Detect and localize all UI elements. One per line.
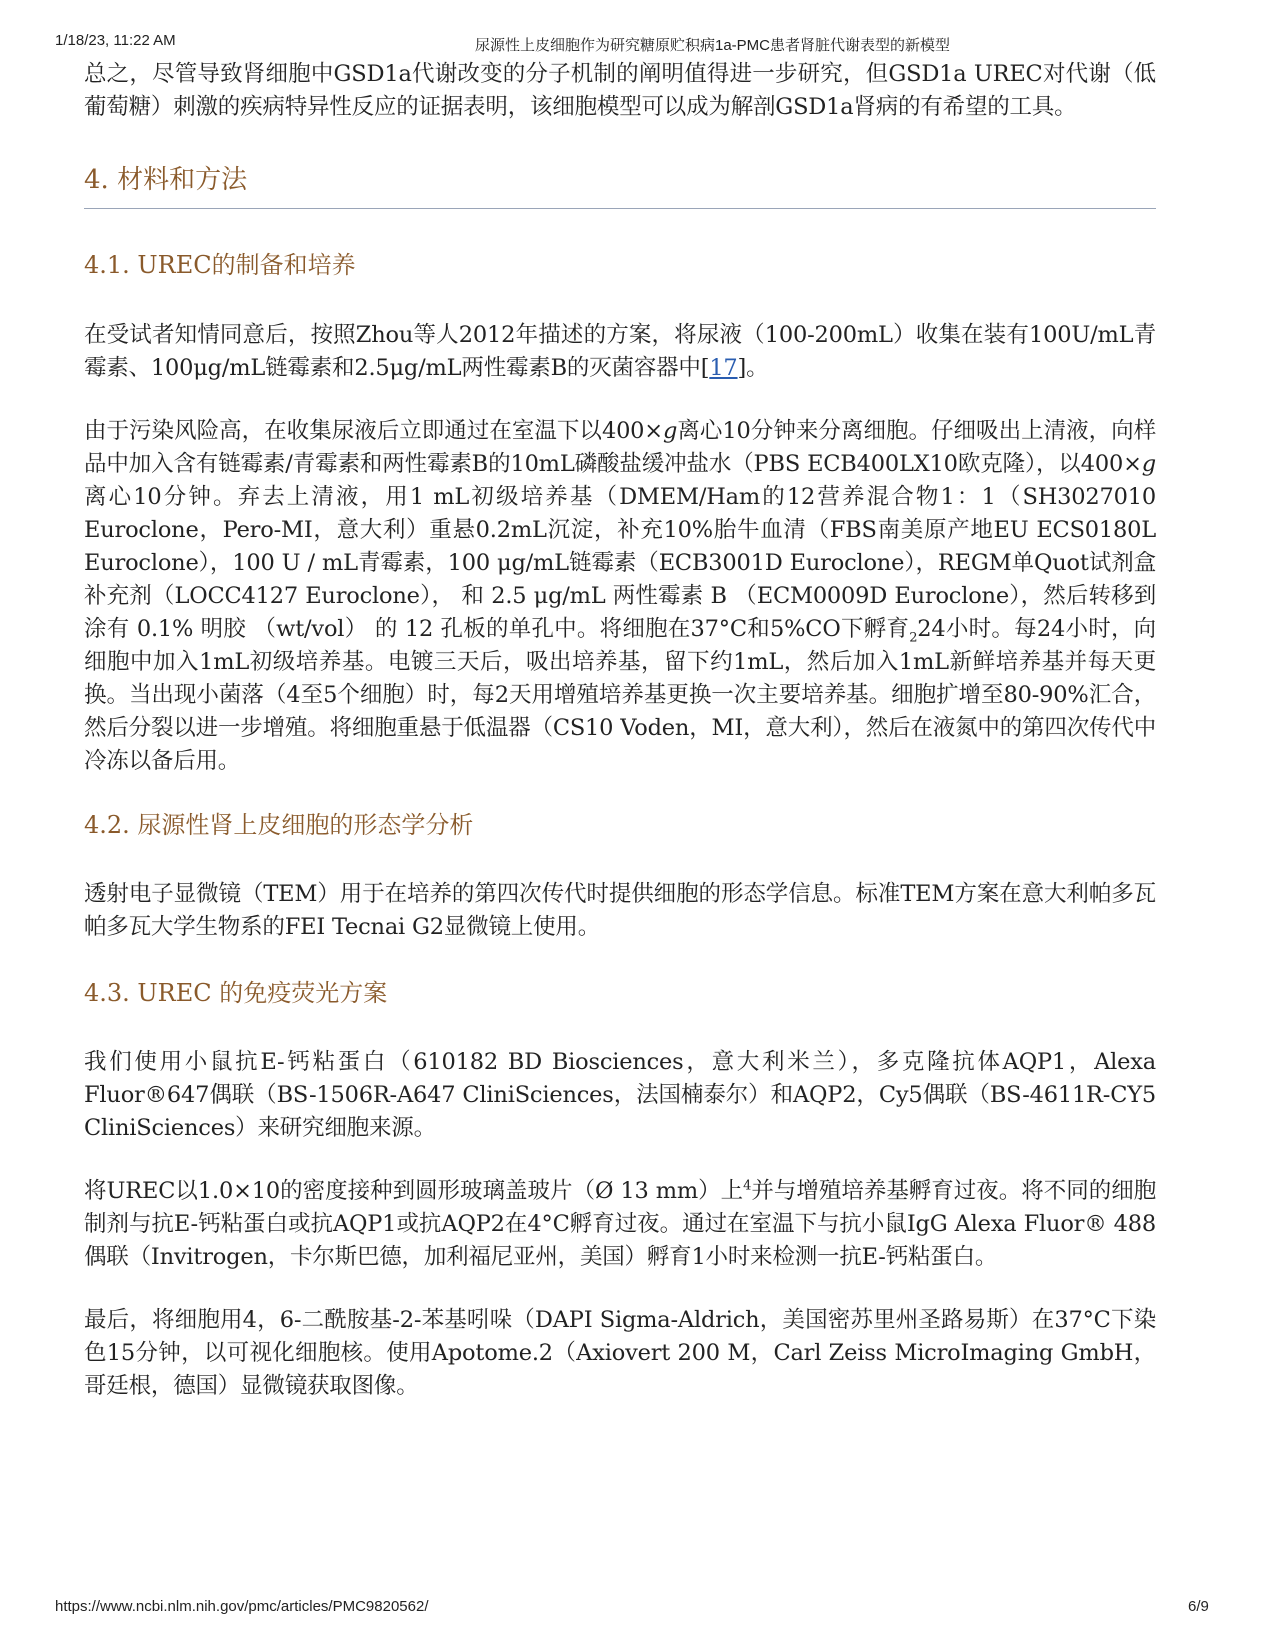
print-datetime: 1/18/23, 11:22 AM xyxy=(55,32,176,49)
paragraph-antibodies: 我们使用小鼠抗E-钙粘蛋白（610182 BD Biosciences，意大利米兰），多克隆抗体AQP1，Alexa Fluor®647偶联（BS-1506R-A647 CliniSciences，法国楠泰尔）和AQP2，Cy5偶联（BS-4611R-CY5 CliniSciences）来研究细胞来源。 xyxy=(84,1049,1156,1141)
article-body xyxy=(84,58,1156,1403)
print-page-title: 尿源性上皮细胞作为研究糖原贮积病1a-PMC患者肾脏代谢表型的新模型 xyxy=(475,37,951,54)
subsection-heading-4-2: 4.2. 尿源性肾上皮细胞的形态学分析 xyxy=(84,811,474,839)
paragraph-urine-collection: 在受试者知情同意后，按照Zhou等人2012年描述的方案，将尿液（100-200mL）收集在装有100U/mL青霉素、100μg/mL链霉素和2.5μg/mL两性霉素B的灭菌容器中[17]。 xyxy=(84,322,1156,381)
paragraph-dapi: 最后，将细胞用4，6-二酰胺基-2-苯基吲哚（DAPI Sigma-Aldrich，美国密苏里州圣路易斯）在37°C下染色15分钟，以可视化细胞核。使用Apotome.2（Axiovert 200 M，Carl Zeiss MicroImaging GmbH，哥廷根，德国）显微镜获取图像。 xyxy=(84,1307,1156,1399)
print-url: https://www.ncbi.nlm.nih.gov/pmc/articles/PMC9820562/ xyxy=(55,1598,429,1615)
page-number: 6/9 xyxy=(1188,1598,1209,1615)
subsection-heading-4-3: 4.3. UREC 的免疫荧光方案 xyxy=(84,979,388,1007)
print-header xyxy=(0,32,1275,56)
paragraph-seeding: 将UREC以1.0×10的密度接种到圆形玻璃盖玻片（Ø 13 mm）上$^4$并与增殖培养基孵育过夜。将不同的细胞制剂与抗E-钙粘蛋白或抗AQP1或抗AQP2在4°C孵育过夜。通过在室温下与抗小鼠IgG Alexa Fluor® 488偶联（Invitrogen，卡尔斯巴德，加利福尼亚州，美国）孵育1小时来检测一抗E-钙粘蛋白。 xyxy=(84,1178,1156,1270)
paragraph-tem: 透射电子显微镜（TEM）用于在培养的第四次传代时提供细胞的形态学信息。标准TEM方案在意大利帕多瓦帕多瓦大学生物系的FEI Tecnai G2显微镜上使用。 xyxy=(84,881,1156,940)
section-heading-methods: 4. 材料和方法 xyxy=(84,165,248,195)
reference-link[interactable]: 17 xyxy=(709,355,738,381)
subsection-heading-4-1: 4.1. UREC的制备和培养 xyxy=(84,251,356,279)
paragraph-cell-isolation: 由于污染风险高，在收集尿液后立即通过在室温下以400×g离心10分钟来分离细胞。仔细吸出上清液，向样品中加入含有链霉素/青霉素和两性霉素B的10mL磷酸盐缓冲盐水（PBS ECB400LX10欧克隆），以400×g离心10分钟。弃去上清液，用1 mL初级培养基（DMEM/Ham的12营养混合物1：1（SH3027010 Euroclone，Pero-MI，意大利）重悬0.2mL沉淀，补充10%胎牛血清（FBS南美原产地EU ECS0180L Euroclone），100 U / mL青霉素，100 μg/mL链霉素（ECB3001D Euroclone），REGM单Quot试剂盒补充剂（LOCC4127 Euroclone）， 和 2.5 μg/mL 两性霉素 B （ECM0009D Euroclone），然后转移到涂有 0.1% 明胶 （wt/vol） 的 12 孔板的单孔中。将细胞在37°C和5%CO下孵育$_2$24小时。每24小时，向细胞中加入1mL初级培养基。电镀三天后，吸出培养基，留下约1mL，然后加入1mL新鲜培养基并每天更换。当出现小菌落（4至5个细胞）时，每2天用增殖培养基更换一次主要培养基。细胞扩增至80-90%汇合，然后分裂以进一步增殖。将细胞重悬于低温器（CS10 Voden，MI，意大利），然后在液氮中的第四次传代中冷冻以备后用。 xyxy=(84,418,1156,774)
conclusion-paragraph: 总之，尽管导致肾细胞中GSD1a代谢改变的分子机制的阐明值得进一步研究，但GSD1a UREC对代谢（低葡萄糖）刺激的疾病特异性反应的证据表明，该细胞模型可以成为解剖GSD1a肾病的有希望的工具。 xyxy=(84,61,1156,120)
